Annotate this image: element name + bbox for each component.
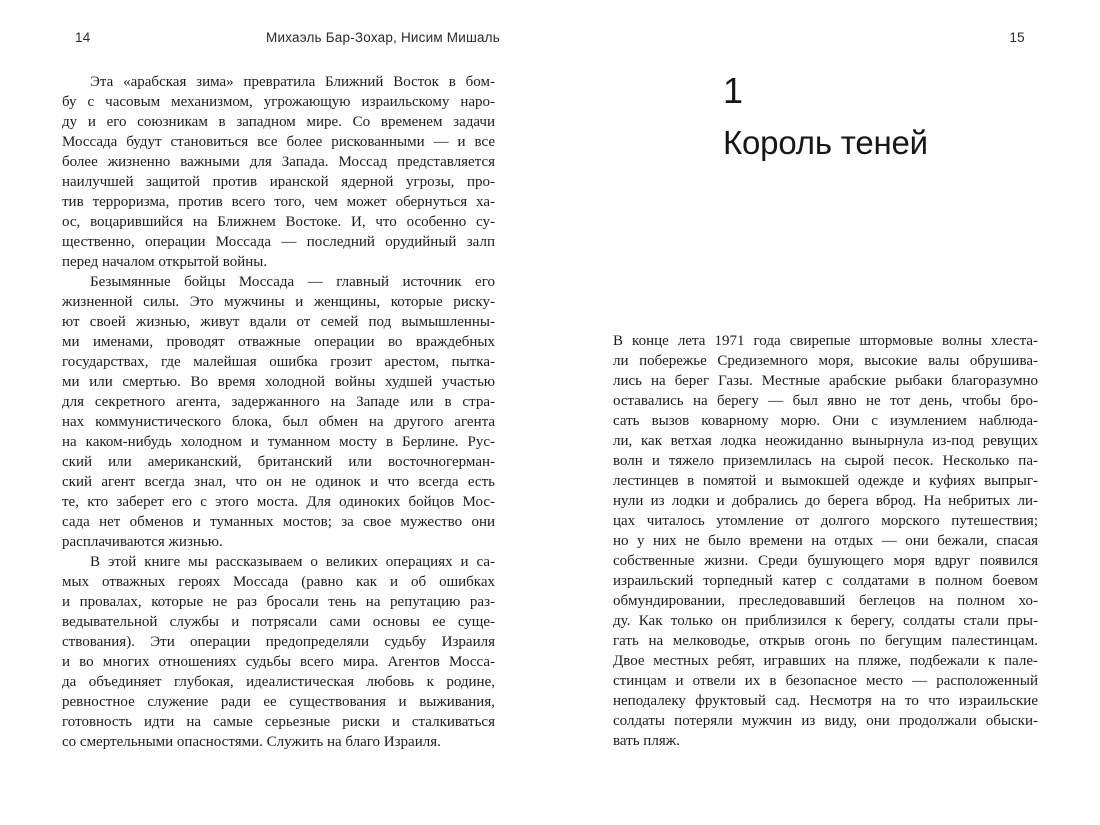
text-line: ский агент всегда знал, что он не одинок и что всегда есть [62,474,495,490]
right-page-text [613,331,1038,751]
left-page-number: 14 [75,30,91,45]
text-line: ду и его союзникам в западном мире. Со временем задачи [62,114,495,130]
chapter-title: Король теней [723,124,928,161]
text-line: лись на берег Газы. Местные арабские рыбаки благоразумно [613,373,1038,389]
text-line: оставались на берегу — был явно не тот день, чтобы бро- [613,393,1038,409]
text-line: неподалеку фруктовый сад. Несмотря на то что израильские [613,693,1038,709]
text-line: Моссада будут становиться все более рискованными — и все [62,134,495,150]
paragraph [62,552,495,752]
text-line: Двое местных ребят, игравших на пляже, подбежали к пале- [613,653,1038,669]
text-line: солдаты потеряли мужчин из виду, они продолжали обыски- [613,713,1038,729]
text-line: нули из лодки и добрались до берега вброд. На небритых ли- [613,493,1038,509]
text-line: ведывательной службы и потрясали сами основы ее суще- [62,614,495,630]
text-line: ос, воцарившийся на Ближнем Востоке. И, что особенно су- [62,214,495,230]
text-line: но у них не было времени на отдых — они бежали, спасая [613,533,1038,549]
text-line: на каком-нибудь холодном и туманном мосту в Берлине. Рус- [62,434,495,450]
text-line: ский или американский, британский или восточногерман- [62,454,495,470]
text-line: наилучшей защитой против иранской ядерной угрозы, про- [62,174,495,190]
text-line: сада нет обменов и туманных мостов; за свое мужество они [62,514,495,530]
text-line: стинцам и отвели их в безопасное место — расположенный [613,673,1038,689]
text-line: да объединяет глубокая, идеалистическая любовь к родине, [62,674,495,690]
text-line: государствах, где малейшая ошибка грозит арестом, пытка- [62,354,495,370]
text-line: и во многих отношениях судьбы всего мира. Агентов Мосса- [62,654,495,670]
paragraph [613,331,1038,751]
text-line: ют своей жизнью, живут вдали от семей под вымышленны- [62,314,495,330]
text-line: ду. Как только он приблизился к берегу, солдаты стали пры- [613,613,1038,629]
text-line: нах коммунистического блока, был обмен на другого агента [62,414,495,430]
text-line: волн и тяжело приземлилась на сырой песок. Несколько па- [613,453,1038,469]
running-head-authors: Михаэль Бар-Зохар, Нисим Мишаль [266,30,500,45]
text-line: ли, как ветхая лодка неожиданно вынырнула из-под ревущих [613,433,1038,449]
text-line: ли побережье Средиземного моря, высокие валы обрушива- [613,353,1038,369]
text-line: перед началом открытой войны. [62,254,268,270]
text-line: мых отважных героях Моссада (равно как и об ошибках [62,574,495,590]
text-line: Безымянные бойцы Моссада — главный источник его [90,274,495,290]
left-page-text [62,72,495,752]
text-line: гать на мелководье, открыв огонь по бегущим палестинцам. [613,633,1038,649]
text-line: В конце лета 1971 года свирепые штормовые волны хлеста- [613,333,1038,349]
paragraph [62,272,495,552]
left-running-header [75,30,500,47]
text-line: собственные жизни. Среди бушующего моря вдруг появился [613,553,1038,569]
text-line: бу с часовым механизмом, угрожающую израильскому наро- [62,94,495,110]
text-line: ревностное служение ради ее существования и выживания, [62,694,495,710]
text-line: ми или смертью. Во время холодной войны худшей участью [62,374,495,390]
text-line: жизненной силы. Это мужчины и женщины, которые риску- [62,294,495,310]
text-line: тив терроризма, против всего того, чем может обернуться ха- [62,194,495,210]
text-line: те, кто заберет его с этого моста. Для одиноких бойцов Мос- [62,494,495,510]
text-line: цах читалось утомление от долгого морского путешествия; [613,513,1038,529]
text-line: Эта «арабская зима» превратила Ближний Восток в бом- [90,74,495,90]
text-line: со смертельными опасностями. Служить на благо Израиля. [62,734,441,750]
text-line: сать вызов коварному морю. Они с изумлением наблюда- [613,413,1038,429]
chapter-number: 1 [723,70,744,111]
text-line: обмундировании, преследовавший беглецов на полном хо- [613,593,1038,609]
text-line: и провалах, которые не раз бросали тень на репутацию раз- [62,594,495,610]
text-line: ми именами, проводят отважные операции во враждебных [62,334,495,350]
paragraph [62,72,495,272]
text-line: готовность идти на самые серьезные риски и сталкиваться [62,714,495,730]
right-running-header [613,30,1025,47]
text-line: расплачиваются жизнью. [62,534,223,550]
right-page-number: 15 [1009,30,1025,45]
text-line: более жизненно важными для Запада. Моссад представляется [62,154,495,170]
text-line: вать пляж. [613,733,680,749]
text-line: щественно, операции Моссада — последний орудийный залп [62,234,495,250]
text-line: израильский торпедный катер с солдатами в полном боевом [613,573,1038,589]
text-line: для секретного агента, задержанного на Западе или в стра- [62,394,495,410]
text-line: ствования). Эти операции предопределяли судьбу Израиля [62,634,495,650]
text-line: В этой книге мы рассказываем о великих операциях и са- [90,554,495,570]
text-line: лестинцев в помятой и вымокшей одежде и куфиях выпрыг- [613,473,1038,489]
